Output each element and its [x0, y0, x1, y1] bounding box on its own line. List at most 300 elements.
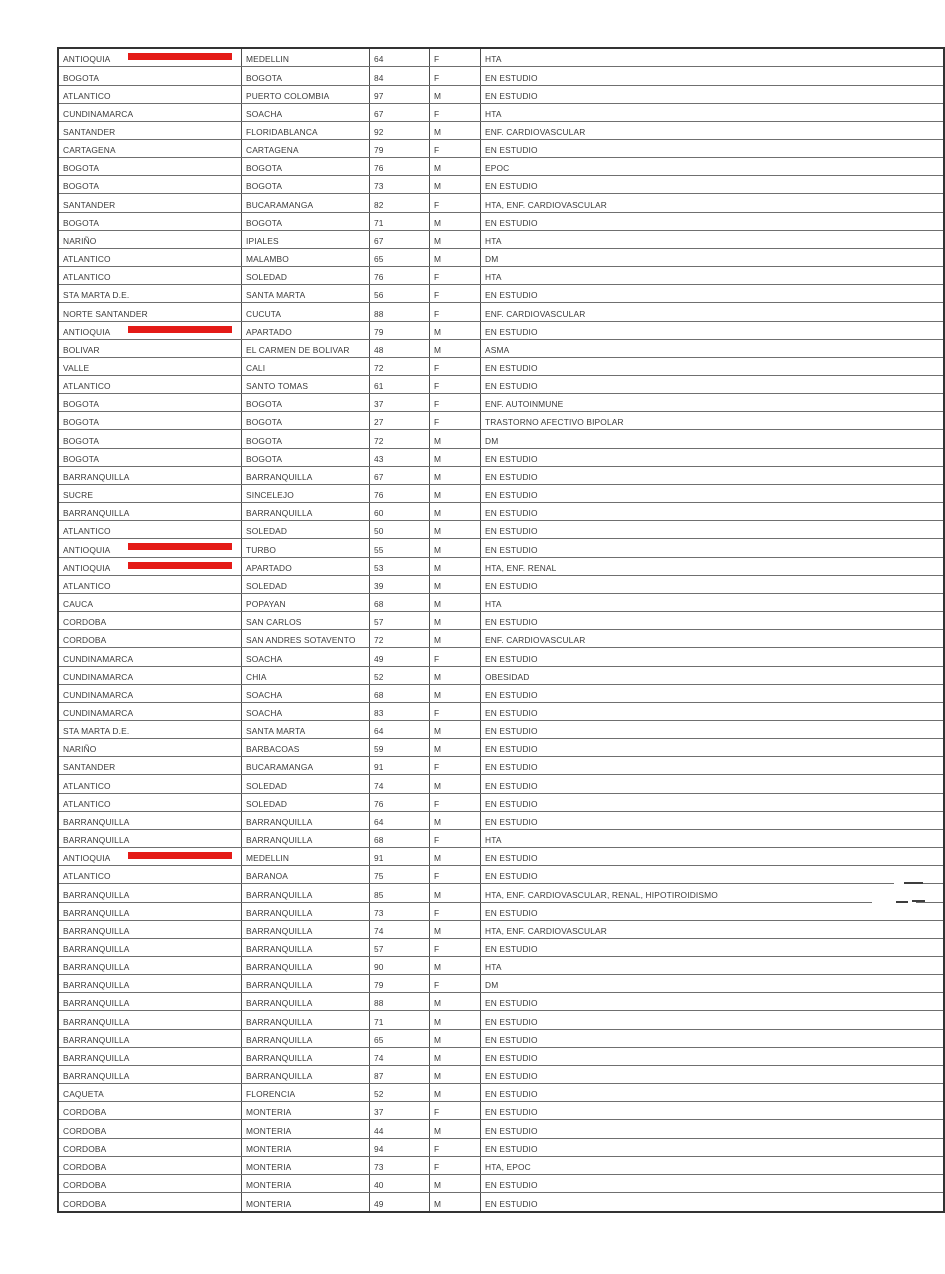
cell-sex: [430, 702, 481, 720]
cell-text: DM: [485, 980, 499, 991]
cell-text: CUNDINAMARCA: [63, 707, 134, 718]
table-row: [58, 1047, 944, 1065]
cell-city: [242, 666, 370, 684]
cell-text: 83: [374, 707, 384, 718]
cell-text: SANTO TOMAS: [246, 381, 309, 392]
cell-text: HTA: [485, 235, 502, 246]
cell-text: 67: [374, 235, 384, 246]
table-row: [58, 194, 944, 212]
cell-text: ENF. AUTOINMUNE: [485, 399, 564, 410]
cell-text: SANTANDER: [63, 199, 116, 210]
cell-text: APARTADO: [246, 326, 292, 337]
cell-text: MONTERIA: [246, 1199, 292, 1209]
cell-text: 27: [374, 417, 384, 428]
cell-text: 91: [374, 853, 384, 864]
cell-age: [370, 376, 430, 394]
cell-text: EPOC: [485, 163, 510, 174]
cell-text: 73: [374, 907, 384, 918]
cell-text: F: [434, 399, 440, 410]
cell-text: CUCUTA: [246, 308, 282, 319]
cell-sex: [430, 176, 481, 194]
cell-text: F: [434, 944, 440, 955]
cell-text: F: [434, 835, 440, 846]
cell-text: M: [434, 599, 442, 610]
table-row: [58, 48, 944, 67]
cell-sex: [430, 412, 481, 430]
cell-age: [370, 1029, 430, 1047]
cell-text: 91: [374, 762, 384, 773]
cell-sex: [430, 212, 481, 230]
cell-sex: [430, 48, 481, 67]
cell-diagnosis: [481, 957, 945, 975]
cell-city: [242, 757, 370, 775]
cell-city: [242, 1156, 370, 1174]
cell-text: 68: [374, 599, 384, 610]
cell-text: 74: [374, 1052, 384, 1063]
cell-department: [58, 412, 242, 430]
cell-diagnosis: [481, 1065, 945, 1083]
cell-diagnosis: [481, 739, 945, 757]
cell-text: CUNDINAMARCA: [63, 689, 134, 700]
cell-age: [370, 1011, 430, 1029]
table-row: [58, 684, 944, 702]
cell-sex: [430, 285, 481, 303]
cell-age: [370, 430, 430, 448]
cell-text: CORDOBA: [63, 1143, 107, 1154]
cell-text: BOGOTA: [63, 217, 100, 228]
cell-diagnosis: [481, 1120, 945, 1138]
table-row: [58, 267, 944, 285]
cell-sex: [430, 902, 481, 920]
cell-text: 53: [374, 562, 384, 573]
cell-text: BOGOTA: [63, 453, 100, 464]
cell-text: F: [434, 1143, 440, 1154]
cell-text: MONTERIA: [246, 1161, 292, 1172]
cell-text: 72: [374, 363, 384, 374]
cell-text: M: [434, 726, 442, 737]
cell-city: [242, 993, 370, 1011]
cell-text: SUCRE: [63, 490, 94, 501]
cell-sex: [430, 1174, 481, 1192]
cell-text: FLORIDABLANCA: [246, 126, 318, 137]
cell-city: [242, 230, 370, 248]
cell-department: [58, 121, 242, 139]
cell-sex: [430, 1065, 481, 1083]
cell-text: 67: [374, 108, 384, 119]
cell-sex: [430, 121, 481, 139]
cell-text: EN ESTUDIO: [485, 689, 538, 700]
cell-department: [58, 702, 242, 720]
patient-table-body: [58, 48, 944, 1212]
cell-city: [242, 103, 370, 121]
cell-city: [242, 612, 370, 630]
cell-age: [370, 484, 430, 502]
cell-text: BARRANQUILLA: [63, 889, 130, 900]
table-row: [58, 666, 944, 684]
cell-department: [58, 103, 242, 121]
cell-department: [58, 975, 242, 993]
cell-text: HTA: [485, 272, 502, 283]
cell-text: EN ESTUDIO: [485, 780, 538, 791]
cell-diagnosis: [481, 666, 945, 684]
cell-sex: [430, 430, 481, 448]
table-row: [58, 866, 944, 884]
cell-text: ATLANTICO: [63, 526, 111, 537]
cell-sex: [430, 557, 481, 575]
cell-department: [58, 85, 242, 103]
cell-diagnosis: [481, 757, 945, 775]
cell-text: F: [434, 308, 440, 319]
cell-department: [58, 884, 242, 902]
cell-diagnosis: [481, 793, 945, 811]
cell-diagnosis: [481, 412, 945, 430]
cell-city: [242, 521, 370, 539]
cell-text: EN ESTUDIO: [485, 1143, 538, 1154]
cell-text: EN ESTUDIO: [485, 290, 538, 301]
cell-text: MONTERIA: [246, 1107, 292, 1118]
cell-age: [370, 757, 430, 775]
cell-text: EN ESTUDIO: [485, 853, 538, 864]
cell-department: [58, 267, 242, 285]
cell-text: 52: [374, 671, 384, 682]
cell-text: CAUCA: [63, 599, 94, 610]
cell-text: M: [434, 671, 442, 682]
table-row: [58, 1084, 944, 1102]
table-row: [58, 720, 944, 738]
cell-sex: [430, 593, 481, 611]
table-row: [58, 902, 944, 920]
cell-age: [370, 630, 430, 648]
cell-city: [242, 884, 370, 902]
table-row: [58, 1065, 944, 1083]
cell-city: [242, 212, 370, 230]
cell-text: CUNDINAMARCA: [63, 108, 134, 119]
cell-age: [370, 394, 430, 412]
cell-text: SOLEDAD: [246, 798, 288, 809]
cell-text: ATLANTICO: [63, 90, 111, 101]
cell-sex: [430, 811, 481, 829]
cell-text: BARRANQUILLA: [246, 835, 313, 846]
table-row: [58, 430, 944, 448]
cell-text: 68: [374, 689, 384, 700]
cell-age: [370, 902, 430, 920]
cell-text: BARRANQUILLA: [246, 998, 313, 1009]
cell-age: [370, 503, 430, 521]
cell-text: CUNDINAMARCA: [63, 653, 134, 664]
cell-diagnosis: [481, 212, 945, 230]
table-row: [58, 1102, 944, 1120]
table-row: [58, 321, 944, 339]
cell-text: M: [434, 344, 442, 355]
cell-text: 72: [374, 635, 384, 646]
cell-city: [242, 829, 370, 847]
cell-department: [58, 466, 242, 484]
cell-sex: [430, 85, 481, 103]
cell-diagnosis: [481, 85, 945, 103]
cell-text: EN ESTUDIO: [485, 1199, 538, 1209]
cell-text: M: [434, 816, 442, 827]
cell-city: [242, 412, 370, 430]
cell-age: [370, 466, 430, 484]
table-row: [58, 339, 944, 357]
cell-text: F: [434, 272, 440, 283]
cell-text: 37: [374, 1107, 384, 1118]
cell-text: M: [434, 453, 442, 464]
cell-text: M: [434, 617, 442, 628]
cell-diagnosis: [481, 1029, 945, 1047]
table-row: [58, 521, 944, 539]
cell-text: BARRANQUILLA: [246, 1034, 313, 1045]
cell-age: [370, 1065, 430, 1083]
cell-sex: [430, 1102, 481, 1120]
cell-text: 61: [374, 381, 384, 392]
cell-department: [58, 612, 242, 630]
cell-city: [242, 630, 370, 648]
cell-text: 72: [374, 435, 384, 446]
cell-text: F: [434, 363, 440, 374]
cell-text: TRASTORNO AFECTIVO BIPOLAR: [485, 417, 624, 428]
cell-text: TURBO: [246, 544, 277, 555]
cell-text: VALLE: [63, 363, 90, 374]
cell-text: ENF. CARDIOVASCULAR: [485, 308, 586, 319]
table-row: [58, 539, 944, 557]
cell-department: [58, 739, 242, 757]
cell-age: [370, 612, 430, 630]
cell-text: CORDOBA: [63, 1199, 107, 1209]
cell-text: 67: [374, 471, 384, 482]
cell-age: [370, 176, 430, 194]
cell-text: EN ESTUDIO: [485, 798, 538, 809]
cell-city: [242, 67, 370, 85]
cell-sex: [430, 158, 481, 176]
cell-diagnosis: [481, 902, 945, 920]
cell-city: [242, 648, 370, 666]
cell-text: EN ESTUDIO: [485, 181, 538, 192]
cell-department: [58, 557, 242, 575]
table-row: [58, 230, 944, 248]
cell-text: CORDOBA: [63, 617, 107, 628]
cell-text: M: [434, 126, 442, 137]
redaction-bar: [128, 852, 232, 859]
cell-text: ANTIOQUIA: [63, 562, 111, 573]
cell-text: EN ESTUDIO: [485, 490, 538, 501]
table-row: [58, 811, 944, 829]
cell-text: F: [434, 290, 440, 301]
cell-diagnosis: [481, 521, 945, 539]
table-row: [58, 593, 944, 611]
cell-text: 75: [374, 871, 384, 882]
cell-text: 48: [374, 344, 384, 355]
cell-city: [242, 448, 370, 466]
cell-text: BARRANQUILLA: [246, 508, 313, 519]
cell-text: HTA, ENF. CARDIOVASCULAR: [485, 199, 607, 210]
cell-text: BUCARAMANGA: [246, 199, 314, 210]
cell-text: BOGOTA: [246, 453, 283, 464]
cell-text: M: [434, 1180, 442, 1191]
cell-sex: [430, 793, 481, 811]
cell-text: M: [434, 490, 442, 501]
table-row: [58, 757, 944, 775]
cell-city: [242, 139, 370, 157]
cell-department: [58, 430, 242, 448]
cell-text: EN ESTUDIO: [485, 744, 538, 755]
cell-age: [370, 103, 430, 121]
cell-age: [370, 884, 430, 902]
table-row: [58, 121, 944, 139]
cell-text: ATLANTICO: [63, 798, 111, 809]
cell-text: NORTE SANTANDER: [63, 308, 148, 319]
cell-text: 55: [374, 544, 384, 555]
cell-text: 68: [374, 835, 384, 846]
cell-text: 44: [374, 1125, 384, 1136]
cell-text: CUNDINAMARCA: [63, 671, 134, 682]
cell-text: BARRANQUILLA: [63, 998, 130, 1009]
cell-text: ANTIOQUIA: [63, 326, 111, 337]
table-row: [58, 158, 944, 176]
cell-text: BUCARAMANGA: [246, 762, 314, 773]
cell-diagnosis: [481, 321, 945, 339]
cell-department: [58, 521, 242, 539]
cell-city: [242, 775, 370, 793]
cell-age: [370, 575, 430, 593]
cell-sex: [430, 521, 481, 539]
cell-text: EN ESTUDIO: [485, 726, 538, 737]
cell-text: BOGOTA: [246, 417, 283, 428]
cell-text: 49: [374, 1199, 384, 1209]
cell-text: BARRANQUILLA: [63, 1034, 130, 1045]
cell-text: CORDOBA: [63, 635, 107, 646]
cell-age: [370, 285, 430, 303]
cell-text: F: [434, 653, 440, 664]
cell-text: SAN CARLOS: [246, 617, 302, 628]
cell-diagnosis: [481, 920, 945, 938]
cell-city: [242, 1011, 370, 1029]
cell-city: [242, 1047, 370, 1065]
cell-age: [370, 1102, 430, 1120]
table-row: [58, 85, 944, 103]
cell-text: 76: [374, 490, 384, 501]
cell-department: [58, 666, 242, 684]
table-row: [58, 394, 944, 412]
table-row: [58, 248, 944, 266]
cell-age: [370, 1047, 430, 1065]
cell-diagnosis: [481, 648, 945, 666]
cell-text: EN ESTUDIO: [485, 471, 538, 482]
cell-department: [58, 593, 242, 611]
cell-age: [370, 539, 430, 557]
cell-text: BARRANQUILLA: [246, 962, 313, 973]
cell-text: CORDOBA: [63, 1107, 107, 1118]
cell-text: BARRANQUILLA: [63, 1052, 130, 1063]
table-row: [58, 412, 944, 430]
cell-text: BARRANQUILLA: [246, 471, 313, 482]
cell-text: ATLANTICO: [63, 381, 111, 392]
table-row: [58, 884, 944, 902]
cell-text: SANTANDER: [63, 126, 116, 137]
table-row: [58, 67, 944, 85]
cell-text: 43: [374, 453, 384, 464]
cell-text: ATLANTICO: [63, 580, 111, 591]
cell-diagnosis: [481, 593, 945, 611]
cell-text: F: [434, 707, 440, 718]
cell-sex: [430, 194, 481, 212]
cell-text: SOLEDAD: [246, 526, 288, 537]
cell-text: M: [434, 635, 442, 646]
cell-text: SOACHA: [246, 108, 283, 119]
cell-text: CORDOBA: [63, 1161, 107, 1172]
cell-text: APARTADO: [246, 562, 292, 573]
cell-text: CAQUETA: [63, 1089, 104, 1100]
cell-text: 92: [374, 126, 384, 137]
cell-text: SAN ANDRES SOTAVENTO: [246, 635, 356, 646]
cell-city: [242, 739, 370, 757]
cell-department: [58, 339, 242, 357]
cell-text: F: [434, 381, 440, 392]
cell-text: SOACHA: [246, 689, 283, 700]
cell-diagnosis: [481, 158, 945, 176]
cell-sex: [430, 739, 481, 757]
cell-text: MEDELLIN: [246, 54, 290, 65]
cell-diagnosis: [481, 557, 945, 575]
cell-city: [242, 176, 370, 194]
cell-text: ATLANTICO: [63, 780, 111, 791]
cell-department: [58, 484, 242, 502]
cell-text: 60: [374, 508, 384, 519]
cell-age: [370, 938, 430, 956]
cell-department: [58, 248, 242, 266]
cell-age: [370, 920, 430, 938]
cell-text: OBESIDAD: [485, 671, 530, 682]
cell-city: [242, 194, 370, 212]
cell-diagnosis: [481, 1047, 945, 1065]
cell-city: [242, 1102, 370, 1120]
cell-sex: [430, 394, 481, 412]
cell-age: [370, 412, 430, 430]
cell-department: [58, 67, 242, 85]
table-row: [58, 1156, 944, 1174]
cell-diagnosis: [481, 612, 945, 630]
scan-tick-artifact: [896, 901, 908, 903]
cell-text: BOGOTA: [246, 72, 283, 83]
cell-city: [242, 503, 370, 521]
cell-diagnosis: [481, 1102, 945, 1120]
cell-city: [242, 267, 370, 285]
cell-diagnosis: [481, 448, 945, 466]
cell-diagnosis: [481, 539, 945, 557]
cell-text: 57: [374, 617, 384, 628]
cell-text: EN ESTUDIO: [485, 1089, 538, 1100]
cell-text: BARRANQUILLA: [63, 944, 130, 955]
cell-text: F: [434, 1161, 440, 1172]
cell-text: 79: [374, 145, 384, 156]
cell-text: BOGOTA: [63, 181, 100, 192]
cell-city: [242, 48, 370, 67]
cell-department: [58, 1065, 242, 1083]
table-row: [58, 1029, 944, 1047]
cell-text: M: [434, 853, 442, 864]
cell-text: 57: [374, 944, 384, 955]
cell-sex: [430, 848, 481, 866]
cell-age: [370, 957, 430, 975]
cell-text: EN ESTUDIO: [485, 72, 538, 83]
cell-department: [58, 1102, 242, 1120]
cell-sex: [430, 448, 481, 466]
cell-department: [58, 811, 242, 829]
cell-sex: [430, 1029, 481, 1047]
cell-text: M: [434, 1071, 442, 1082]
cell-text: M: [434, 254, 442, 265]
cell-department: [58, 448, 242, 466]
